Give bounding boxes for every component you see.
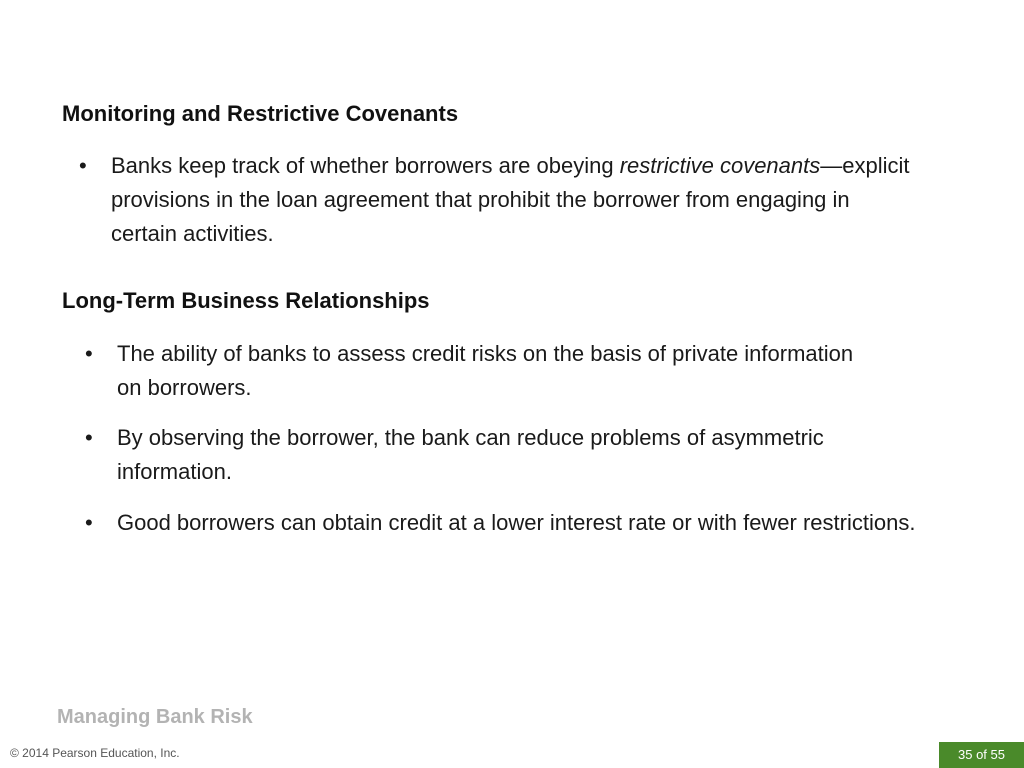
bullet-icon: • [85, 425, 93, 450]
section-heading-monitoring: Monitoring and Restrictive Covenants [62, 101, 459, 126]
section-heading-relationships: Long-Term Business Relationships [62, 288, 430, 313]
bullet-item [79, 149, 911, 251]
bullet-text: By observing the borrower, the bank can reduce problems of asymmetric information. [117, 425, 824, 484]
bullet-text: The ability of banks to assess credit risks on the basis of private information on borrowers. [117, 341, 854, 400]
bullet-text-tail: —explicit provisions in the loan agreement that prohibit the borrower from engaging in certain activities. [111, 153, 910, 246]
bullet-text-emphasis: restrictive covenants [619, 153, 821, 178]
footer-title: Managing Bank Risk [57, 706, 253, 728]
page-indicator: 35 of 55 [939, 742, 1024, 768]
copyright-notice: © 2014 Pearson Education, Inc. [10, 746, 180, 760]
bullet-item [85, 506, 917, 540]
bullet-icon: • [85, 510, 93, 535]
bullet-text: Good borrowers can obtain credit at a lower interest rate or with fewer restrictions. [117, 510, 916, 535]
bullet-item [85, 337, 877, 405]
bullet-item [85, 421, 877, 489]
bullet-text-lead: Banks keep track of whether borrowers are obeying [111, 153, 620, 178]
bullet-icon: • [85, 341, 93, 366]
bullet-icon: • [79, 153, 87, 178]
